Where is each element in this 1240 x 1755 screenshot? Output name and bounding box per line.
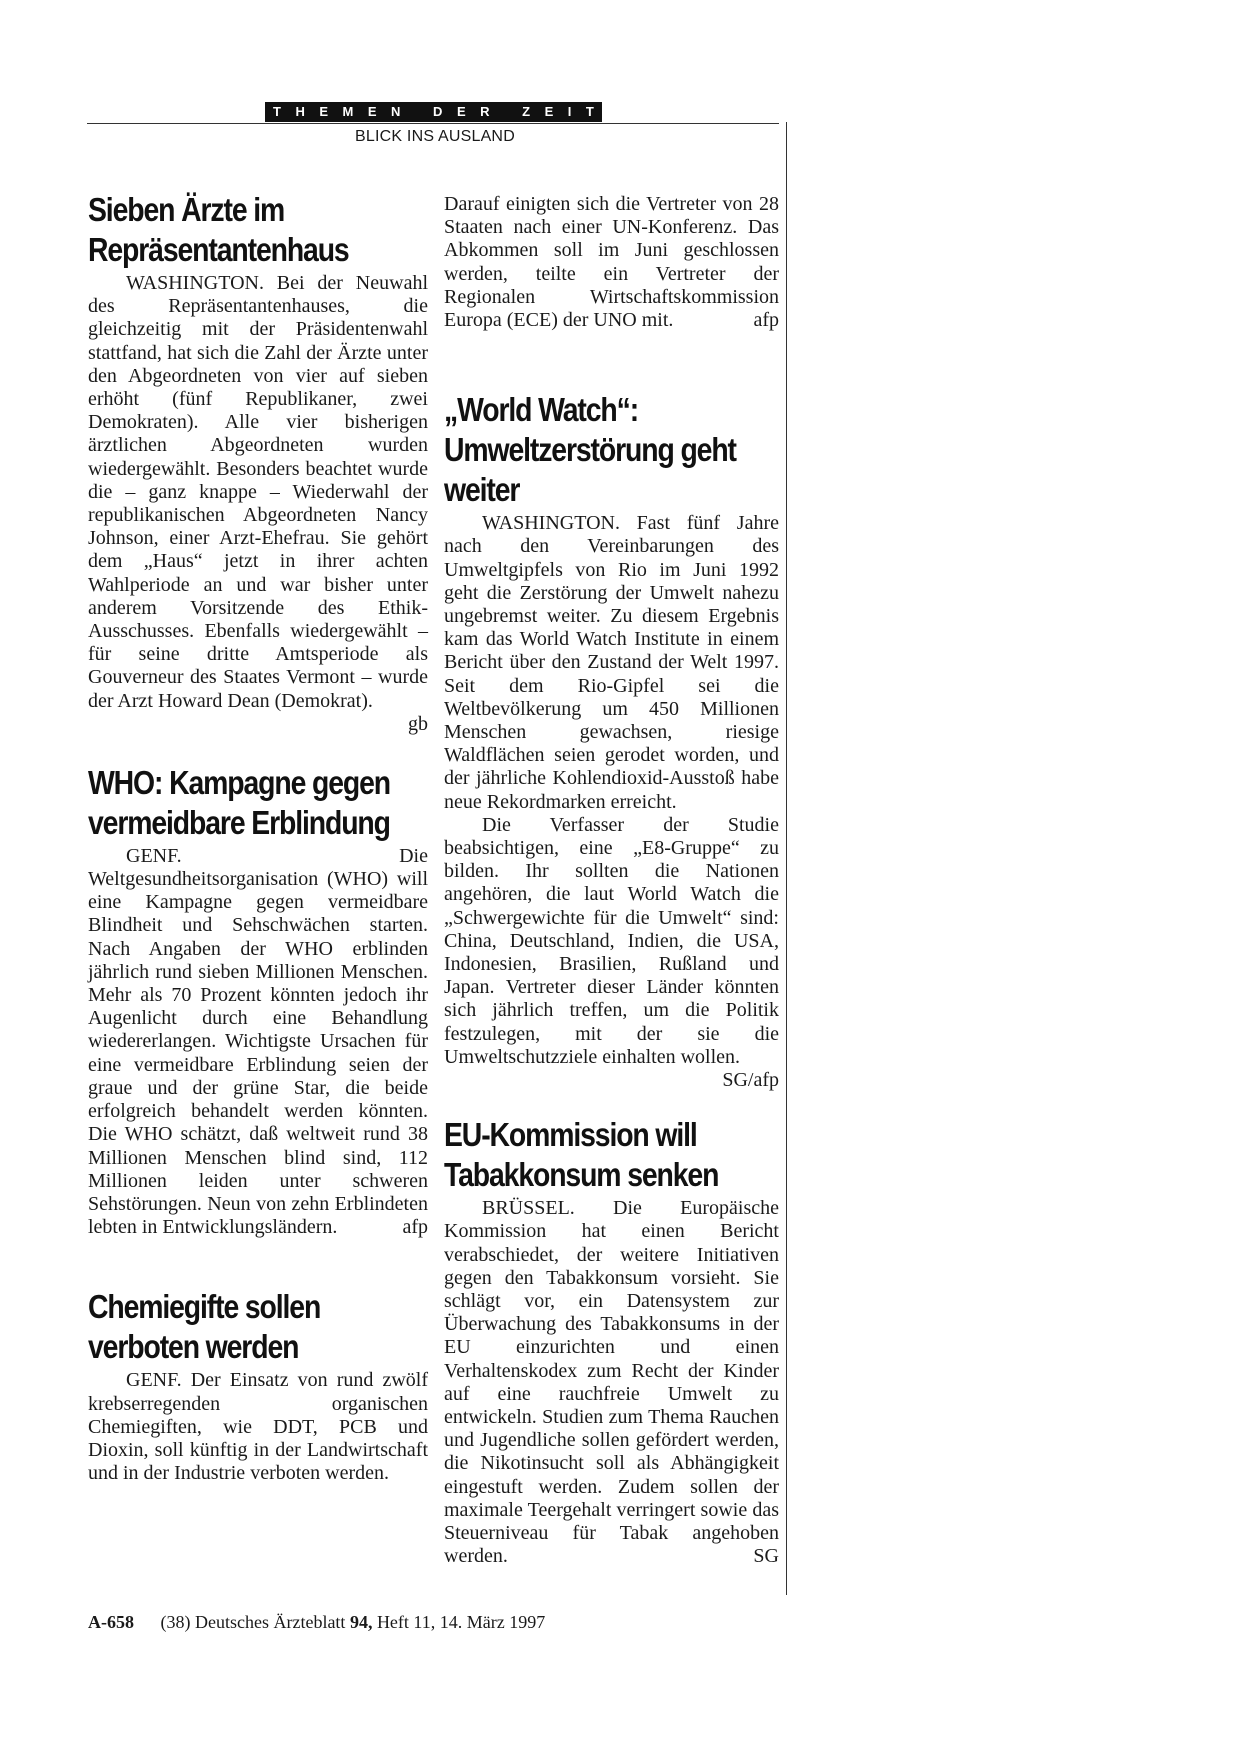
article-doctors — [88, 190, 428, 735]
band-spacer — [504, 102, 508, 122]
article-who — [88, 763, 428, 1239]
footer-volume: 94, — [349, 1612, 373, 1632]
article-paragraph: Die Verfasser der Studie beabsichtigen, eine „E8-Gruppe“ zu bilden. Ihr sollten die Nationen angehören, die laut World Watch die „Schwergewichte für die Umwelt“ sind: China, Deutschland, Indien, die USA, Indonesien, Brasilien, Rußland und Japan. Vertreter dieser Länder könnten sich jährlich treffen, um die Politik festzulegen, mit der sie die Umweltschutzziele einhalten wollen. SG/afp — [444, 813, 779, 1092]
right-column — [444, 193, 779, 1568]
band-letter: R — [480, 104, 490, 119]
page-footer — [88, 1612, 545, 1633]
footer-issue: Heft 11, 14. März 1997 — [376, 1612, 546, 1632]
band-letter: N — [391, 104, 401, 119]
band-spacer — [415, 102, 419, 122]
article-signoff: gb — [408, 712, 428, 735]
footer-publication: (38) Deutsches Ärzteblatt — [160, 1612, 346, 1632]
article-paragraph: Darauf einigten sich die Vertreter von 28 Staaten nach einer UN-Konferenz. Das Abkommen soll im Juni geschlossen werden, teilte ein Vertreter der Regionalen Wirtschaftskommission Europa (ECE) der UNO mit. afp — [444, 193, 779, 332]
band-letter: H — [295, 104, 305, 119]
band-letter: T — [273, 104, 281, 119]
article-world-watch — [444, 390, 779, 1092]
header-rule — [87, 123, 779, 124]
article-eu-tobacco — [444, 1115, 779, 1568]
article-signoff: afp — [753, 309, 779, 332]
band-letter: E — [367, 104, 377, 119]
section-label: BLICK INS AUSLAND — [355, 128, 515, 145]
article-headline: Sieben Ärzte im Repräsentantenhaus — [88, 191, 349, 268]
article-paragraph: WASHINGTON. Fast fünf Jahre nach den Vereinbarungen des Umweltgipfels von Rio im Juni 1992 geht die Zerstörung der Umwelt nahezu ungebremst weiter. Zu diesem Ergebnis kam das World Watch Institute in einem Bericht über den Zustand der Welt 1997. Seit dem Rio-Gipfel sei die Weltbevölkerung um 450 Millionen Menschen gewachsen, riesige Waldflächen seien gerodet worden, und der jährliche Kohlendioxid-Ausstoß habe neue Rekordmarken erreicht. — [444, 512, 779, 813]
article-chemicals — [88, 1287, 428, 1485]
article-signoff: SG/afp — [722, 1069, 779, 1092]
left-column — [88, 190, 428, 1485]
band-letter: I — [567, 104, 572, 119]
article-paragraph: BRÜSSEL. Die Europäische Kommission hat einen Bericht verabschiedet, der weitere Initiativen gegen den Tabakkonsum vorsieht. Sie schlägt vor, ein Datensystem zur Überwachung des Tabakkonsums in der EU einzurichten und einen Verhaltenskodex zum Recht der Kinder auf eine rauchfreie Umwelt zu entwickeln. Studien zum Thema Rauchen und Jugendliche sollen gefördert werden, die Nikotinsucht soll als Abhängigkeit eingestuft werden. Zudem sollen der maximale Teergehalt verringert sowie das Steuerniveau für Tabak angehoben werden. SG — [444, 1197, 779, 1568]
column-rule — [786, 122, 787, 1595]
article-paragraph: WASHINGTON. Bei der Neuwahl des Repräsentantenhauses, die gleichzeitig mit der Präsidentenwahl stattfand, hat sich die Zahl der Ärzte unter den Abgeordneten von vier auf sieben erhöht (fünf Republikaner, zwei Demokraten). Alle vier bisherigen ärztlichen Abgeordneten wurden wiedergewählt. Besonders beachtet wurde die – ganz knappe – Wiederwahl der republikanischen Abgeordneten Nancy Johnson, einer Arzt-Ehefrau. Sie gehört dem „Haus“ jetzt in ihrer achten Wahlperiode an und war bisher unter anderem Vorsitzende des Ethik-Ausschusses. Ebenfalls wiedergewählt – für seine dritte Amtsperiode als Gouverneur des Staates Vermont – wurde der Arzt Howard Dean (Demokrat). gb — [88, 272, 428, 735]
article-headline: EU-Kommission will Tabakkonsum senken — [444, 1116, 719, 1194]
band-letter: D — [433, 104, 443, 119]
section-header-band — [265, 102, 602, 122]
article-signoff: SG — [753, 1545, 779, 1568]
article-paragraph: GENF. Die Weltgesundheitsorganisation (WHO) will eine Kampagne gegen vermeidbare Blindheit und Sehschwächen starten. Nach Angaben der WHO erblinden jährlich rund sieben Millionen Menschen. Mehr als 70 Prozent könnten jedoch ihr Augenlicht durch eine Behandlung wiedererlangen. Wichtigste Ursachen für eine vermeidbare Erblindung seien der graue und der grüne Star, die beide erfolgreich behandelt werden könnten. Die WHO schätzt, daß weltweit rund 38 Millionen Menschen blind sind, 112 Millionen leiden unter schweren Sehstörungen. Neun von zehn Erblindeten lebten in Entwicklungsländern. afp — [88, 844, 428, 1239]
page-number: A-658 — [88, 1612, 134, 1632]
article-signoff: afp — [402, 1216, 428, 1239]
article-headline: WHO: Kampagne gegen vermeidbare Erblindung — [88, 763, 391, 841]
band-letter: T — [585, 104, 594, 119]
band-letter: Z — [522, 104, 531, 119]
band-letter: E — [544, 104, 554, 119]
band-letter: E — [319, 104, 329, 119]
article-paragraph: GENF. Der Einsatz von rund zwölf krebserregenden organischen Chemiegiften, wie DDT, PCB und Dioxin, soll künftig in der Landwirtschaft und in der Industrie verboten werden. — [88, 1369, 428, 1485]
band-letter: M — [342, 104, 354, 119]
article-chemicals-continued — [444, 193, 779, 332]
article-headline: „World Watch“: Umweltzerstörung geht weiter — [444, 391, 736, 509]
article-headline: Chemiegifte sollen verboten werden — [88, 1288, 321, 1366]
band-letter: E — [456, 104, 466, 119]
